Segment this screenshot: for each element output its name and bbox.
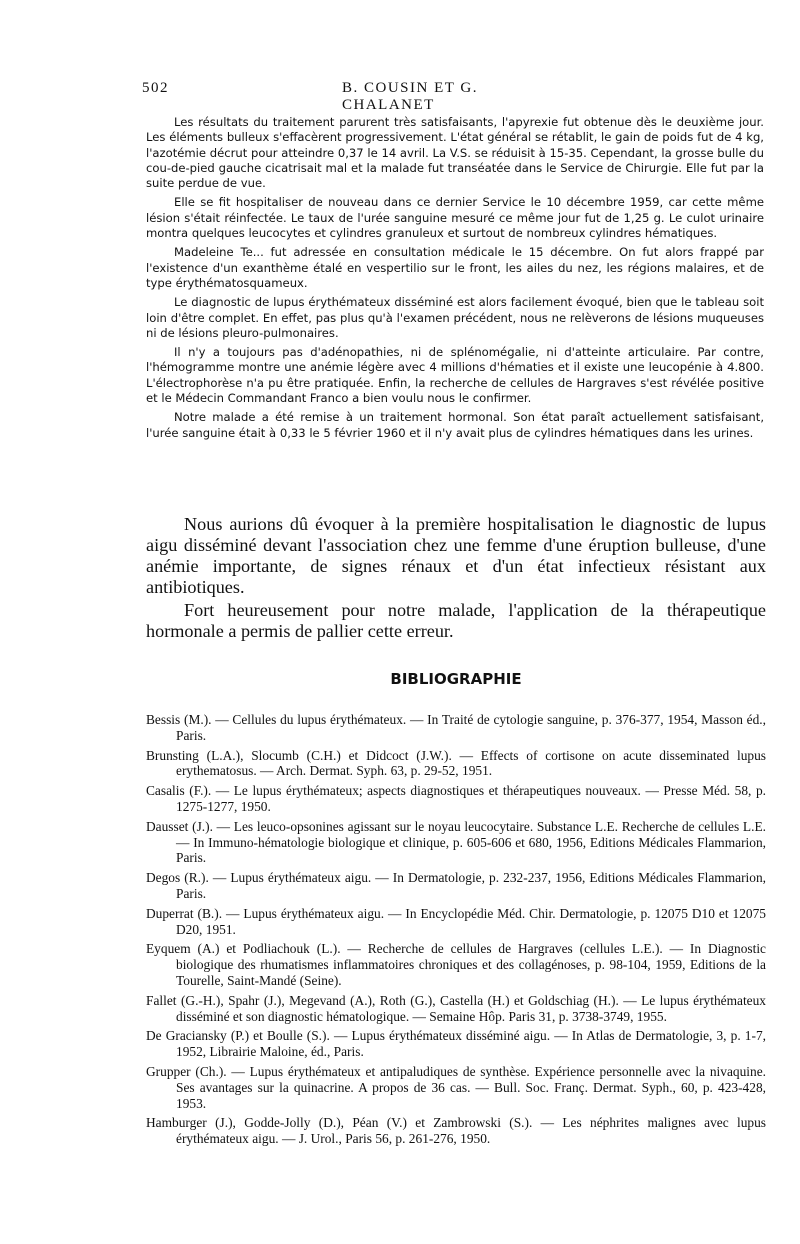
bibliography-heading: BIBLIOGRAPHIE bbox=[390, 670, 522, 688]
conclusion-paragraph: Nous aurions dû évoquer à la première hospitalisation le diagnostic de lupus aigu disséminé devant l'association chez une femme d'une éruption bulleuse, d'une anémie importante, de signes rénaux et d'un état infectieux résistant aux antibiotiques. bbox=[146, 514, 766, 597]
bibliography-entry: Duperrat (B.). — Lupus érythémateux aigu. — In Encyclopédie Méd. Chir. Dermatologie, p. 12075 D10 et 12075 D20, 1951. bbox=[146, 905, 766, 937]
body-paragraph: Elle se fit hospitaliser de nouveau dans ce dernier Service le 10 décembre 1959, car cette même lésion s'était réinfectée. Le taux de l'urée sanguine mesuré ce même jour fut de 1,25 g. Le culot urinaire montra quelques leucocytes et cylindres granuleux et surtout de nombreux cylindres hématiques. bbox=[146, 195, 764, 241]
bibliography-entry: De Graciansky (P.) et Boulle (S.). — Lupus érythémateux disséminé aigu. — In Atlas de Dermatologie, 3, p. 1-7, 1952, Librairie Maloine, éd., Paris. bbox=[146, 1028, 766, 1060]
bibliography-entry: Eyquem (A.) et Podliachouk (L.). — Recherche de cellules de Hargraves (cellules L.E.). — In Diagnostic biologique des rhumatismes inflammatoires chroniques et des collagénoses, p. 98-104, 1959, Editions de la Tourelle, Saint-Mandé (Seine). bbox=[146, 941, 766, 988]
conclusion-text bbox=[146, 514, 766, 644]
body-paragraph: Le diagnostic de lupus érythémateux disséminé est alors facilement évoqué, bien que le tableau soit loin d'être complet. En effet, pas plus qu'à l'examen précédent, nous ne relèverons de lésions muqueuses ni de lésions pleuro-pulmonaires. bbox=[146, 295, 764, 340]
page-header bbox=[142, 80, 562, 113]
bibliography-entry: Degos (R.). — Lupus érythémateux aigu. — In Dermatologie, p. 232-237, 1956, Editions Médicales Flammarion, Paris. bbox=[146, 870, 766, 901]
page-number: 502 bbox=[142, 80, 169, 96]
bibliography-list bbox=[146, 712, 766, 1151]
body-paragraph: Notre malade a été remise à un traitement hormonal. Son état paraît actuellement satisfaisant, l'urée sanguine était à 0,33 le 5 février 1960 et il n'y avait plus de cylindres hématiques dans les urines. bbox=[146, 410, 764, 440]
bibliography-entry: Casalis (F.). — Le lupus érythémateux; aspects diagnostiques et thérapeutiques nouveaux. — Presse Méd. 58, p. 1275-1277, 1950. bbox=[146, 783, 766, 814]
bibliography-entry: Fallet (G.-H.), Spahr (J.), Megevand (A.), Roth (G.), Castella (H.) et Goldschiag (H.). — Le lupus érythémateux disséminé et son diagnostic hématologique. — Semaine Hôp. Paris 31, p. 3738-3749, 1955. bbox=[146, 992, 766, 1024]
bibliography-entry: Grupper (Ch.). — Lupus érythémateux et antipaludiques de synthèse. Expérience personnelle avec la nivaquine. Ses avantages sur la quinacrine. A propos de 36 cas. — Bull. Soc. Franç. Dermat. Syph., 60, p. 423-428, 1953. bbox=[146, 1063, 766, 1111]
bibliography-entry: Hamburger (J.), Godde-Jolly (D.), Péan (V.) et Zambrowski (S.). — Les néphrites malignes avec lupus érythémateux aigu. — J. Urol., Paris 56, p. 261-276, 1950. bbox=[146, 1115, 766, 1147]
bibliography-entry: Bessis (M.). — Cellules du lupus érythémateux. — In Traité de cytologie sanguine, p. 376-377, 1954, Masson éd., Paris. bbox=[146, 712, 766, 743]
running-title: B. COUSIN ET G. CHALANET bbox=[342, 80, 478, 113]
bibliography-entry: Dausset (J.). — Les leuco-opsonines agissant sur le noyau leucocytaire. Substance L.E. Recherche de cellules L.E. — In Immuno-hématologie biologique et clinique, p. 605-606 et 680, 1956, Editions Médicales Flammarion, Paris. bbox=[146, 818, 766, 866]
body-paragraph: Les résultats du traitement parurent très satisfaisants, l'apyrexie fut obtenue dès le deuxième jour. Les éléments bulleux s'effacèrent progressivement. L'état général se rétablit, le gain de poids fut de 4 kg, l'azotémie décrut pour atteindre 0,37 le 14 avril. La V.S. se réduisit à 15-35. Cependant, la grosse bulle du cou-de-pied gauche cicatrisait mal et la malade fut transéatée dans le Service de Chirurgie. Elle fut par la suite perdue de vue. bbox=[146, 115, 764, 191]
body-paragraph: Il n'y a toujours pas d'adénopathies, ni de splénomégalie, ni d'atteinte articulaire. Par contre, l'hémogramme montre une anémie légère avec 4 millions d'hématies et il existe une leucopénie à 4.800. L'électrophorèse n'a pu être pratiquée. Enfin, la recherche de cellules de Hargraves s'est révélée positive et le Médecin Commandant Franco a bien voulu nous le confirmer. bbox=[146, 345, 764, 406]
bibliography-entry: Brunsting (L.A.), Slocumb (C.H.) et Didcoct (J.W.). — Effects of cortisone on acute disseminated lupus erythematosus. — Arch. Dermat. Syph. 63, p. 29-52, 1951. bbox=[146, 747, 766, 779]
conclusion-paragraph: Fort heureusement pour notre malade, l'application de la thérapeutique hormonale a permis de pallier cette erreur. bbox=[146, 600, 766, 641]
case-report-text bbox=[146, 115, 764, 445]
body-paragraph: Madeleine Te... fut adressée en consultation médicale le 15 décembre. On fut alors frappé par l'existence d'un exanthème étalé en vespertilio sur le front, les ailes du nez, les régions malaires, et de type érythématosquameux. bbox=[146, 245, 764, 290]
